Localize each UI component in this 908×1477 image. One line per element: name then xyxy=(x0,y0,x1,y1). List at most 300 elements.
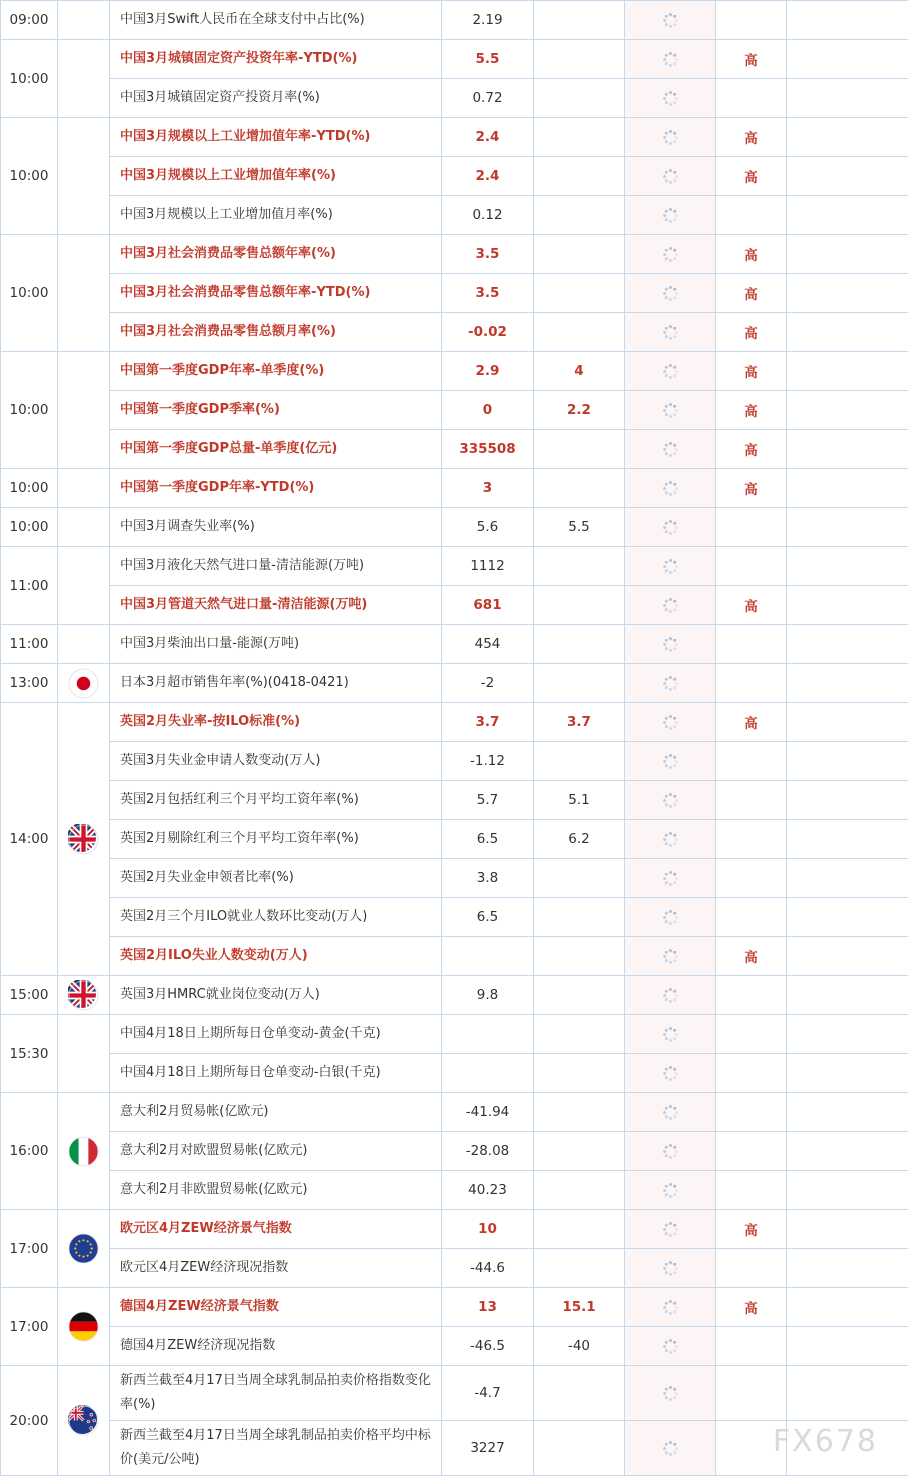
loading-spinner-icon xyxy=(662,169,679,184)
event-name-cell: 中国3月社会消费品零售总额年率(%) xyxy=(110,235,442,274)
loading-spinner-icon xyxy=(662,910,679,925)
actual-value-cell xyxy=(625,469,716,508)
forecast-value-cell xyxy=(534,1,625,40)
interpretation-cell xyxy=(787,1015,908,1054)
loading-spinner-icon xyxy=(662,520,679,535)
event-name-cell: 中国第一季度GDP总量-单季度(亿元) xyxy=(110,430,442,469)
interpretation-cell xyxy=(787,742,908,781)
event-name-cell: 中国第一季度GDP季率(%) xyxy=(110,391,442,430)
interpretation-cell xyxy=(787,1288,908,1327)
forecast-value-cell xyxy=(534,1015,625,1054)
interpretation-cell xyxy=(787,1054,908,1093)
actual-value-cell xyxy=(625,274,716,313)
interpretation-cell xyxy=(787,547,908,586)
time-cell: 10:00 xyxy=(1,508,58,547)
actual-value-cell xyxy=(625,235,716,274)
importance-cell: 高 xyxy=(716,40,787,79)
previous-value-cell: 454 xyxy=(442,625,534,664)
actual-value-cell xyxy=(625,79,716,118)
loading-spinner-icon xyxy=(662,637,679,652)
importance-cell xyxy=(716,1054,787,1093)
previous-value-cell: -1.12 xyxy=(442,742,534,781)
interpretation-cell xyxy=(787,235,908,274)
event-name-cell: 英国3月HMRC就业岗位变动(万人) xyxy=(110,976,442,1015)
previous-value-cell: 6.5 xyxy=(442,898,534,937)
actual-value-cell xyxy=(625,1327,716,1366)
importance-cell: 高 xyxy=(716,586,787,625)
loading-spinner-icon xyxy=(662,208,679,223)
previous-value-cell: 2.4 xyxy=(442,118,534,157)
previous-value-cell: 0.12 xyxy=(442,196,534,235)
time-cell: 10:00 xyxy=(1,235,58,352)
loading-spinner-icon xyxy=(662,949,679,964)
importance-cell xyxy=(716,976,787,1015)
loading-spinner-icon xyxy=(662,52,679,67)
event-name-cell: 英国2月失业金申领者比率(%) xyxy=(110,859,442,898)
previous-value-cell: 3.7 xyxy=(442,703,534,742)
forecast-value-cell: -40 xyxy=(534,1327,625,1366)
flag-cell xyxy=(58,1093,110,1210)
interpretation-cell xyxy=(787,196,908,235)
loading-spinner-icon xyxy=(662,325,679,340)
previous-value-cell: 5.6 xyxy=(442,508,534,547)
table-row[interactable] xyxy=(1,352,908,391)
loading-spinner-icon xyxy=(662,1183,679,1198)
table-row[interactable] xyxy=(1,1015,908,1054)
forecast-value-cell xyxy=(534,1093,625,1132)
interpretation-cell xyxy=(787,508,908,547)
flag-cell xyxy=(58,1210,110,1288)
importance-cell xyxy=(716,625,787,664)
table-row[interactable] xyxy=(1,1132,908,1171)
forecast-value-cell xyxy=(534,625,625,664)
previous-value-cell: -44.6 xyxy=(442,1249,534,1288)
previous-value-cell: 2.19 xyxy=(442,1,534,40)
time-cell: 20:00 xyxy=(1,1366,58,1476)
forecast-value-cell xyxy=(534,547,625,586)
importance-cell xyxy=(716,820,787,859)
table-row[interactable] xyxy=(1,703,908,742)
flag-cell xyxy=(58,664,110,703)
time-cell: 17:00 xyxy=(1,1288,58,1366)
previous-value-cell: 3.5 xyxy=(442,274,534,313)
flag-cell xyxy=(58,469,110,508)
table-row[interactable] xyxy=(1,196,908,235)
event-name-cell: 德国4月ZEW经济景气指数 xyxy=(110,1288,442,1327)
forecast-value-cell xyxy=(534,1366,625,1421)
japan-flag-icon xyxy=(68,676,99,691)
loading-spinner-icon xyxy=(662,1144,679,1159)
interpretation-cell xyxy=(787,1171,908,1210)
actual-value-cell xyxy=(625,1249,716,1288)
importance-cell xyxy=(716,1249,787,1288)
interpretation-cell xyxy=(787,157,908,196)
table-row[interactable] xyxy=(1,274,908,313)
event-name-cell: 中国第一季度GDP年率-单季度(%) xyxy=(110,352,442,391)
actual-value-cell xyxy=(625,391,716,430)
interpretation-cell xyxy=(787,1,908,40)
interpretation-cell xyxy=(787,976,908,1015)
loading-spinner-icon xyxy=(662,793,679,808)
previous-value-cell xyxy=(442,1015,534,1054)
table-row[interactable] xyxy=(1,664,908,703)
previous-value-cell: -41.94 xyxy=(442,1093,534,1132)
new-zealand-flag-icon xyxy=(68,1413,99,1428)
flag-cell xyxy=(58,1,110,40)
importance-cell: 高 xyxy=(716,391,787,430)
loading-spinner-icon xyxy=(662,130,679,145)
previous-value-cell: 10 xyxy=(442,1210,534,1249)
interpretation-cell xyxy=(787,586,908,625)
actual-value-cell xyxy=(625,547,716,586)
forecast-value-cell xyxy=(534,1210,625,1249)
table-row[interactable] xyxy=(1,235,908,274)
interpretation-cell xyxy=(787,820,908,859)
event-name-cell: 英国3月失业金申请人数变动(万人) xyxy=(110,742,442,781)
forecast-value-cell xyxy=(534,1132,625,1171)
interpretation-cell xyxy=(787,1249,908,1288)
event-name-cell: 中国3月Swift人民币在全球支付中占比(%) xyxy=(110,1,442,40)
table-row[interactable] xyxy=(1,547,908,586)
forecast-value-cell xyxy=(534,118,625,157)
event-name-cell: 中国3月社会消费品零售总额月率(%) xyxy=(110,313,442,352)
table-row[interactable] xyxy=(1,1421,908,1476)
previous-value-cell: -0.02 xyxy=(442,313,534,352)
flag-cell xyxy=(58,40,110,118)
loading-spinner-icon xyxy=(662,832,679,847)
actual-value-cell xyxy=(625,625,716,664)
forecast-value-cell xyxy=(534,937,625,976)
importance-cell xyxy=(716,508,787,547)
actual-value-cell xyxy=(625,430,716,469)
watermark: FX678 xyxy=(772,1424,878,1459)
loading-spinner-icon xyxy=(662,715,679,730)
forecast-value-cell xyxy=(534,430,625,469)
actual-value-cell xyxy=(625,586,716,625)
actual-value-cell xyxy=(625,1132,716,1171)
table-row[interactable] xyxy=(1,40,908,79)
interpretation-cell xyxy=(787,352,908,391)
interpretation-cell xyxy=(787,703,908,742)
previous-value-cell: 5.7 xyxy=(442,781,534,820)
flag-cell xyxy=(58,1366,110,1476)
table-row[interactable] xyxy=(1,469,908,508)
previous-value-cell: 335508 xyxy=(442,430,534,469)
event-name-cell: 中国3月规模以上工业增加值年率(%) xyxy=(110,157,442,196)
actual-value-cell xyxy=(625,157,716,196)
previous-value-cell: 1112 xyxy=(442,547,534,586)
loading-spinner-icon xyxy=(662,1066,679,1081)
table-row[interactable] xyxy=(1,859,908,898)
table-row[interactable] xyxy=(1,1249,908,1288)
interpretation-cell xyxy=(787,1210,908,1249)
forecast-value-cell: 2.2 xyxy=(534,391,625,430)
loading-spinner-icon xyxy=(662,1222,679,1237)
forecast-value-cell xyxy=(534,274,625,313)
time-cell: 11:00 xyxy=(1,625,58,664)
actual-value-cell xyxy=(625,352,716,391)
previous-value-cell: 681 xyxy=(442,586,534,625)
previous-value-cell: 3 xyxy=(442,469,534,508)
forecast-value-cell xyxy=(534,1421,625,1476)
table-row[interactable] xyxy=(1,586,908,625)
interpretation-cell xyxy=(787,859,908,898)
uk-flag-icon xyxy=(68,832,99,847)
loading-spinner-icon xyxy=(662,13,679,28)
actual-value-cell xyxy=(625,1054,716,1093)
loading-spinner-icon xyxy=(662,286,679,301)
table-row[interactable] xyxy=(1,1,908,40)
importance-cell xyxy=(716,1132,787,1171)
loading-spinner-icon xyxy=(662,1261,679,1276)
table-row[interactable] xyxy=(1,1210,908,1249)
event-name-cell: 英国2月包括红利三个月平均工资年率(%) xyxy=(110,781,442,820)
loading-spinner-icon xyxy=(662,559,679,574)
importance-cell: 高 xyxy=(716,274,787,313)
table-row[interactable] xyxy=(1,508,908,547)
importance-cell: 高 xyxy=(716,703,787,742)
importance-cell xyxy=(716,1093,787,1132)
interpretation-cell xyxy=(787,1132,908,1171)
table-row[interactable] xyxy=(1,1366,908,1421)
interpretation-cell xyxy=(787,1327,908,1366)
table-row[interactable] xyxy=(1,1093,908,1132)
forecast-value-cell xyxy=(534,898,625,937)
actual-value-cell xyxy=(625,1366,716,1421)
table-row[interactable] xyxy=(1,313,908,352)
flag-cell xyxy=(58,547,110,625)
event-name-cell: 新西兰截至4月17日当周全球乳制品拍卖价格平均中标价(美元/公吨) xyxy=(110,1421,442,1476)
actual-value-cell xyxy=(625,1015,716,1054)
interpretation-cell xyxy=(787,40,908,79)
forecast-value-cell xyxy=(534,79,625,118)
time-cell: 14:00 xyxy=(1,703,58,976)
table-row[interactable] xyxy=(1,79,908,118)
forecast-value-cell xyxy=(534,235,625,274)
time-cell: 10:00 xyxy=(1,469,58,508)
actual-value-cell xyxy=(625,40,716,79)
interpretation-cell xyxy=(787,313,908,352)
event-name-cell: 英国2月三个月ILO就业人数环比变动(万人) xyxy=(110,898,442,937)
importance-cell xyxy=(716,547,787,586)
importance-cell xyxy=(716,664,787,703)
event-name-cell: 中国4月18日上期所每日仓单变动-白银(千克) xyxy=(110,1054,442,1093)
loading-spinner-icon xyxy=(662,247,679,262)
table-row[interactable] xyxy=(1,430,908,469)
actual-value-cell xyxy=(625,313,716,352)
actual-value-cell xyxy=(625,196,716,235)
actual-value-cell xyxy=(625,508,716,547)
actual-value-cell xyxy=(625,898,716,937)
loading-spinner-icon xyxy=(662,598,679,613)
interpretation-cell xyxy=(787,391,908,430)
loading-spinner-icon xyxy=(662,1300,679,1315)
actual-value-cell xyxy=(625,937,716,976)
interpretation-cell xyxy=(787,781,908,820)
previous-value-cell: 2.4 xyxy=(442,157,534,196)
actual-value-cell xyxy=(625,1421,716,1476)
importance-cell: 高 xyxy=(716,937,787,976)
forecast-value-cell xyxy=(534,1054,625,1093)
actual-value-cell xyxy=(625,820,716,859)
uk-flag-icon xyxy=(68,988,99,1003)
flag-cell xyxy=(58,352,110,469)
event-name-cell: 中国3月液化天然气进口量-清洁能源(万吨) xyxy=(110,547,442,586)
previous-value-cell: 40.23 xyxy=(442,1171,534,1210)
time-cell: 11:00 xyxy=(1,547,58,625)
table-row[interactable] xyxy=(1,820,908,859)
importance-cell xyxy=(716,859,787,898)
event-name-cell: 中国4月18日上期所每日仓单变动-黄金(千克) xyxy=(110,1015,442,1054)
forecast-value-cell xyxy=(534,742,625,781)
flag-cell xyxy=(58,976,110,1015)
interpretation-cell xyxy=(787,79,908,118)
previous-value-cell: 9.8 xyxy=(442,976,534,1015)
event-name-cell: 意大利2月贸易帐(亿欧元) xyxy=(110,1093,442,1132)
table-row[interactable] xyxy=(1,1288,908,1327)
loading-spinner-icon xyxy=(662,1105,679,1120)
event-name-cell: 中国3月规模以上工业增加值月率(%) xyxy=(110,196,442,235)
actual-value-cell xyxy=(625,781,716,820)
importance-cell xyxy=(716,1,787,40)
table-row[interactable] xyxy=(1,898,908,937)
previous-value-cell: 3.5 xyxy=(442,235,534,274)
loading-spinner-icon xyxy=(662,1339,679,1354)
forecast-value-cell xyxy=(534,664,625,703)
forecast-value-cell xyxy=(534,859,625,898)
event-name-cell: 中国3月城镇固定资产投资年率-YTD(%) xyxy=(110,40,442,79)
event-name-cell: 中国3月柴油出口量-能源(万吨) xyxy=(110,625,442,664)
loading-spinner-icon xyxy=(662,676,679,691)
time-cell: 09:00 xyxy=(1,1,58,40)
event-name-cell: 英国2月ILO失业人数变动(万人) xyxy=(110,937,442,976)
importance-cell xyxy=(716,79,787,118)
flag-cell xyxy=(58,235,110,352)
importance-cell: 高 xyxy=(716,118,787,157)
interpretation-cell xyxy=(787,1366,908,1421)
time-cell: 15:00 xyxy=(1,976,58,1015)
forecast-value-cell xyxy=(534,1249,625,1288)
importance-cell: 高 xyxy=(716,235,787,274)
actual-value-cell xyxy=(625,118,716,157)
loading-spinner-icon xyxy=(662,442,679,457)
importance-cell xyxy=(716,196,787,235)
previous-value-cell: -46.5 xyxy=(442,1327,534,1366)
eu-flag-icon xyxy=(68,1241,99,1256)
importance-cell xyxy=(716,742,787,781)
loading-spinner-icon xyxy=(662,871,679,886)
event-name-cell: 英国2月失业率-按ILO标准(%) xyxy=(110,703,442,742)
forecast-value-cell: 6.2 xyxy=(534,820,625,859)
loading-spinner-icon xyxy=(662,403,679,418)
loading-spinner-icon xyxy=(662,988,679,1003)
table-row[interactable] xyxy=(1,391,908,430)
event-name-cell: 新西兰截至4月17日当周全球乳制品拍卖价格指数变化率(%) xyxy=(110,1366,442,1421)
previous-value-cell: -2 xyxy=(442,664,534,703)
forecast-value-cell xyxy=(534,1171,625,1210)
table-row[interactable] xyxy=(1,1171,908,1210)
previous-value-cell: 2.9 xyxy=(442,352,534,391)
flag-cell xyxy=(58,118,110,235)
event-name-cell: 意大利2月对欧盟贸易帐(亿欧元) xyxy=(110,1132,442,1171)
table-row[interactable] xyxy=(1,1054,908,1093)
event-name-cell: 中国3月社会消费品零售总额年率-YTD(%) xyxy=(110,274,442,313)
importance-cell xyxy=(716,1171,787,1210)
interpretation-cell xyxy=(787,898,908,937)
table-row[interactable] xyxy=(1,1327,908,1366)
table-row[interactable] xyxy=(1,157,908,196)
importance-cell xyxy=(716,1366,787,1421)
forecast-value-cell xyxy=(534,586,625,625)
table-row[interactable] xyxy=(1,976,908,1015)
event-name-cell: 中国3月规模以上工业增加值年率-YTD(%) xyxy=(110,118,442,157)
table-row[interactable] xyxy=(1,118,908,157)
time-cell: 10:00 xyxy=(1,40,58,118)
loading-spinner-icon xyxy=(662,1386,679,1401)
actual-value-cell xyxy=(625,1093,716,1132)
actual-value-cell xyxy=(625,1288,716,1327)
forecast-value-cell xyxy=(534,469,625,508)
forecast-value-cell xyxy=(534,976,625,1015)
flag-cell xyxy=(58,1015,110,1093)
event-name-cell: 中国3月城镇固定资产投资月率(%) xyxy=(110,79,442,118)
forecast-value-cell: 15.1 xyxy=(534,1288,625,1327)
event-name-cell: 欧元区4月ZEW经济现况指数 xyxy=(110,1249,442,1288)
time-cell: 16:00 xyxy=(1,1093,58,1210)
interpretation-cell xyxy=(787,664,908,703)
table-row[interactable] xyxy=(1,781,908,820)
forecast-value-cell: 4 xyxy=(534,352,625,391)
table-row[interactable] xyxy=(1,742,908,781)
forecast-value-cell: 5.5 xyxy=(534,508,625,547)
previous-value-cell xyxy=(442,1054,534,1093)
italy-flag-icon xyxy=(68,1144,99,1159)
loading-spinner-icon xyxy=(662,91,679,106)
flag-cell xyxy=(58,508,110,547)
time-cell: 17:00 xyxy=(1,1210,58,1288)
forecast-value-cell: 5.1 xyxy=(534,781,625,820)
previous-value-cell: -4.7 xyxy=(442,1366,534,1421)
importance-cell: 高 xyxy=(716,430,787,469)
time-cell: 10:00 xyxy=(1,352,58,469)
importance-cell: 高 xyxy=(716,313,787,352)
forecast-value-cell xyxy=(534,40,625,79)
interpretation-cell xyxy=(787,118,908,157)
importance-cell: 高 xyxy=(716,1288,787,1327)
interpretation-cell xyxy=(787,274,908,313)
event-name-cell: 中国3月调查失业率(%) xyxy=(110,508,442,547)
importance-cell xyxy=(716,1327,787,1366)
actual-value-cell xyxy=(625,976,716,1015)
table-row[interactable] xyxy=(1,625,908,664)
time-cell: 10:00 xyxy=(1,118,58,235)
loading-spinner-icon xyxy=(662,754,679,769)
flag-cell xyxy=(58,625,110,664)
table-row[interactable] xyxy=(1,937,908,976)
event-name-cell: 英国2月剔除红利三个月平均工资年率(%) xyxy=(110,820,442,859)
event-name-cell: 意大利2月非欧盟贸易帐(亿欧元) xyxy=(110,1171,442,1210)
actual-value-cell xyxy=(625,1171,716,1210)
actual-value-cell xyxy=(625,742,716,781)
interpretation-cell xyxy=(787,1093,908,1132)
forecast-value-cell xyxy=(534,313,625,352)
event-name-cell: 中国第一季度GDP年率-YTD(%) xyxy=(110,469,442,508)
forecast-value-cell xyxy=(534,157,625,196)
flag-cell xyxy=(58,1288,110,1366)
forecast-value-cell xyxy=(534,196,625,235)
previous-value-cell: 3227 xyxy=(442,1421,534,1476)
actual-value-cell xyxy=(625,1,716,40)
